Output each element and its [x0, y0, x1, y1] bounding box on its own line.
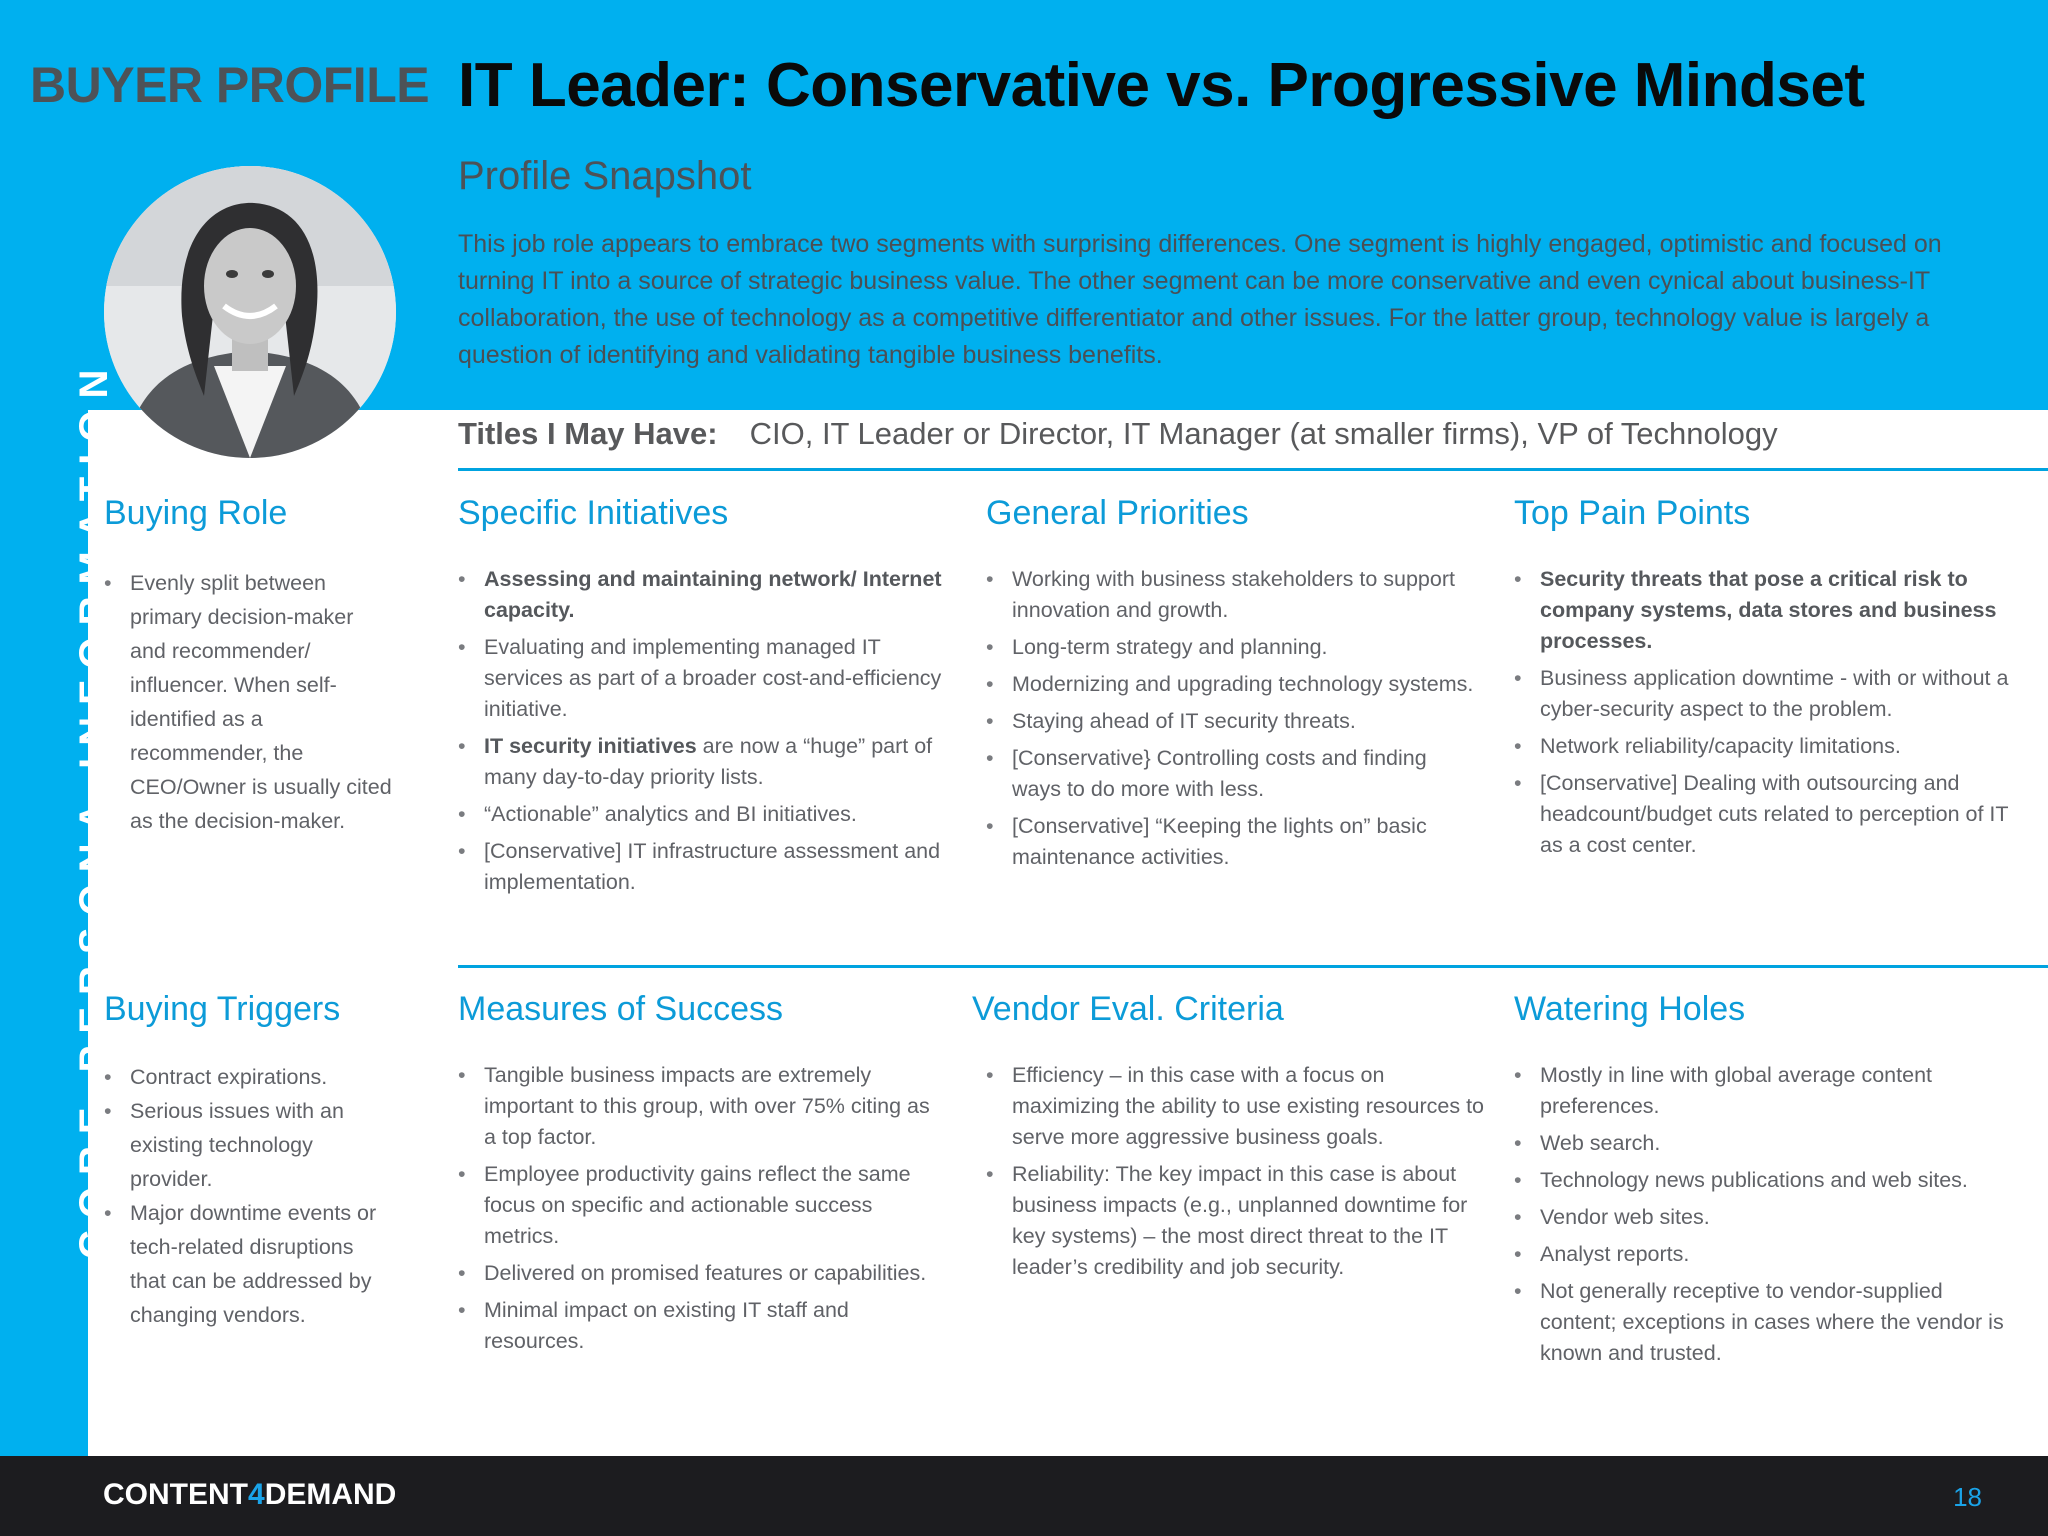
titles-value: CIO, IT Leader or Director, IT Manager (at smaller firms), VP of Technology: [749, 416, 1778, 451]
titles-row: [458, 416, 1778, 452]
list-item: • Evenly split between primary decision-maker and recommender/ influencer. When self-identified as a recommender, the CEO/Owner is usually cited as the decision-maker.: [104, 566, 394, 838]
top-pain-points-heading: Top Pain Points: [1514, 494, 1751, 532]
vendor-eval-list: [986, 1060, 1486, 1289]
buying-triggers-heading: Buying Triggers: [104, 990, 341, 1028]
persona-portrait-icon: [104, 166, 396, 458]
list-item: • Delivered on promised features or capabilities.: [458, 1258, 938, 1289]
measures-of-success-heading: Measures of Success: [458, 990, 784, 1028]
core-persona-label: CORE PERSONA INFORMATION: [72, 357, 116, 1259]
list-item: • Web search.: [1514, 1128, 2014, 1159]
list-item: • “Actionable” analytics and BI initiatives.: [458, 799, 948, 830]
section-label: BUYER PROFILE: [30, 57, 430, 113]
snapshot-text: This job role appears to embrace two segments with surprising differences. One segment is highly engaged, optimistic and focused on turning IT into a source of strategic business value. The other segment can be more conservative and even cynical about business-IT collaboration, the use of technology as a competitive differentiator and other issues. For the latter group, technology value is largely a question of identifying and validating tangible business benefits.: [458, 230, 1942, 369]
list-item: • Working with business stakeholders to support innovation and growth.: [986, 564, 1476, 626]
general-priorities-heading: General Priorities: [986, 494, 1249, 532]
list-item: • Network reliability/capacity limitations.: [1514, 731, 2014, 762]
list-item: • Long-term strategy and planning.: [986, 632, 1476, 663]
titles-label: Titles I May Have:: [458, 416, 718, 451]
list-item: • Not generally receptive to vendor-supplied content; exceptions in cases where the vendor is known and trusted.: [1514, 1276, 2014, 1369]
divider-middle: [458, 965, 2048, 968]
list-item: • Security threats that pose a critical risk to company systems, data stores and business processes.: [1514, 564, 2014, 657]
list-item: • Tangible business impacts are extremely important to this group, with over 75% citing as a top factor.: [458, 1060, 938, 1153]
list-item: • Efficiency – in this case with a focus on maximizing the ability to use existing resources to serve more aggressive business goals.: [986, 1060, 1486, 1153]
list-item: • IT security initiatives are now a “huge” part of many day-to-day priority lists.: [458, 731, 948, 793]
list-item: • [Conservative] IT infrastructure assessment and implementation.: [458, 836, 948, 898]
list-item: • Major downtime events or tech-related disruptions that can be addressed by changing vendors.: [104, 1196, 394, 1332]
persona-photo: [104, 166, 396, 458]
buying-role-list: [104, 566, 394, 838]
top-pain-points-list: [1514, 564, 2014, 867]
list-item: • Employee productivity gains reflect the same focus on specific and actionable success metrics.: [458, 1159, 938, 1252]
specific-initiatives-list: [458, 564, 948, 904]
list-item: • Technology news publications and web sites.: [1514, 1165, 2014, 1196]
general-priorities-list: [986, 564, 1476, 879]
list-item: • Assessing and maintaining network/ Internet capacity.: [458, 564, 948, 626]
snapshot-title: Profile Snapshot: [458, 154, 752, 198]
buying-role-heading: Buying Role: [104, 494, 288, 532]
list-item: • [Conservative] Dealing with outsourcing and headcount/budget cuts related to perception of IT as a cost center.: [1514, 768, 2014, 861]
page-title: IT Leader: Conservative vs. Progressive Mindset: [458, 51, 1865, 120]
watering-holes-list: [1514, 1060, 2014, 1375]
watering-holes-heading: Watering Holes: [1514, 990, 1746, 1028]
list-item: • Business application downtime - with or without a cyber-security aspect to the problem.: [1514, 663, 2014, 725]
list-item: • Vendor web sites.: [1514, 1202, 2014, 1233]
list-item: • Evaluating and implementing managed IT services as part of a broader cost-and-efficiency initiative.: [458, 632, 948, 725]
footer-logo: CONTENT4DEMAND: [103, 1478, 397, 1511]
list-item: • Contract expirations.: [104, 1060, 394, 1094]
list-item: • Mostly in line with global average content preferences.: [1514, 1060, 2014, 1122]
list-item: • Reliability: The key impact in this case is about business impacts (e.g., unplanned downtime for key systems) – the most direct threat to the IT leader’s credibility and job security.: [986, 1159, 1486, 1283]
buying-triggers-list: [104, 1060, 394, 1332]
page-number: 18: [1953, 1482, 1982, 1512]
specific-initiatives-heading: Specific Initiatives: [458, 494, 729, 532]
list-item: • Modernizing and upgrading technology systems.: [986, 669, 1476, 700]
list-item: • Analyst reports.: [1514, 1239, 2014, 1270]
divider-top: [458, 468, 2048, 471]
measures-of-success-list: [458, 1060, 938, 1363]
list-item: • Serious issues with an existing technology provider.: [104, 1094, 394, 1196]
list-item: • [Conservative} Controlling costs and finding ways to do more with less.: [986, 743, 1476, 805]
list-item: • Staying ahead of IT security threats.: [986, 706, 1476, 737]
vendor-eval-heading: Vendor Eval. Criteria: [972, 990, 1284, 1028]
list-item: • [Conservative] “Keeping the lights on” basic maintenance activities.: [986, 811, 1476, 873]
list-item: • Minimal impact on existing IT staff and resources.: [458, 1295, 938, 1357]
